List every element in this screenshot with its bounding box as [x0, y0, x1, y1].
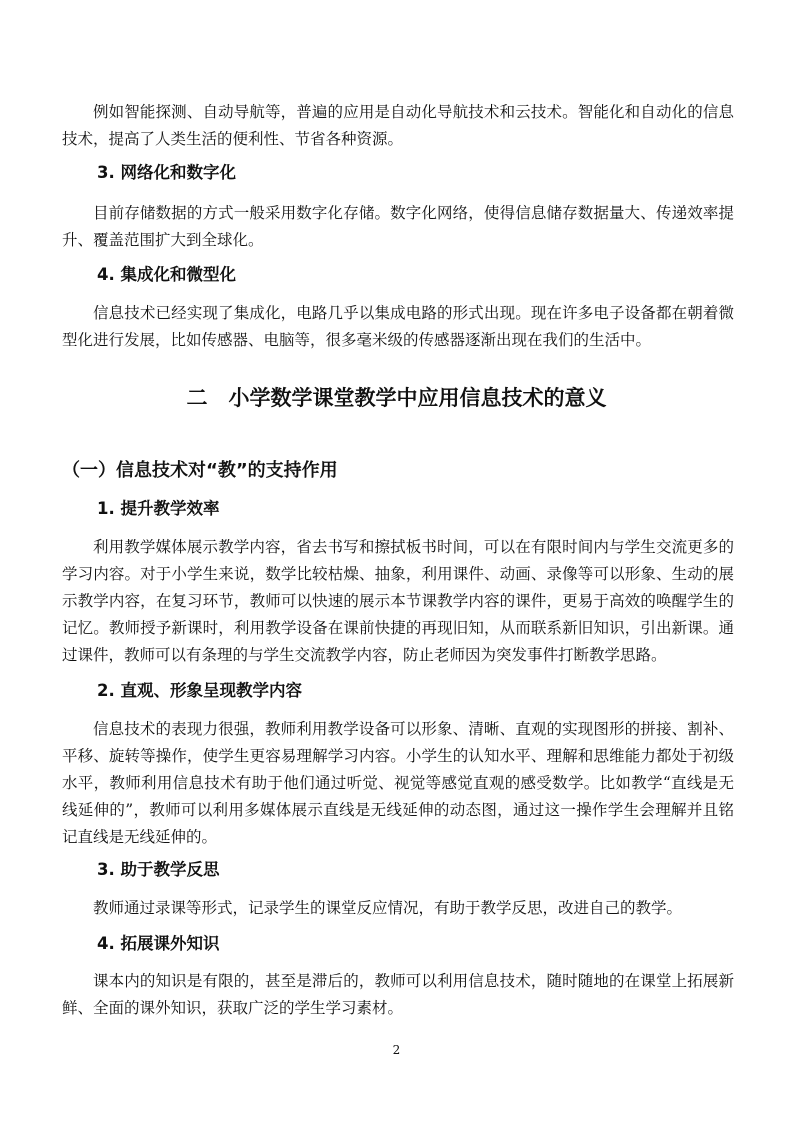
heading-integration-miniaturization: 4. 集成化和微型化	[97, 265, 236, 284]
paragraph-extracurricular-knowledge: 课本内的知识是有限的，甚至是滞后的，教师可以利用信息技术，随时随地的在课堂上拓展新鲜、全面的课外知识，获取广泛的学生学习素材。	[62, 972, 734, 1017]
heading-visual-presentation: 2. 直观、形象呈现教学内容	[97, 681, 302, 700]
subsection-title-teaching-support: （一）信息技术对“教”的支持作用	[62, 460, 338, 481]
heading-improve-efficiency: 1. 提升教学效率	[97, 499, 220, 518]
paragraph-digital-storage: 目前存储数据的方式一般采用数字化存储。数字化网络，使得信息储存数据量大、传递效率提升、覆盖范围扩大到全球化。	[62, 204, 734, 249]
paragraph-teaching-reflection: 教师通过录课等形式，记录学生的课堂反应情况，有助于教学反思，改进自己的教学。	[93, 899, 683, 917]
section-title-significance: 二 小学数学课堂教学中应用信息技术的意义	[186, 386, 607, 410]
heading-teaching-reflection: 3. 助于教学反思	[97, 860, 220, 879]
heading-networking-digitization: 3. 网络化和数字化	[97, 163, 236, 182]
paragraph-visual-presentation: 信息技术的表现力很强，教师利用教学设备可以形象、清晰、直观的实现图形的拼接、割补、平移、旋转等操作，使学生更容易理解学习内容。小学生的认知水平、理解和思维能力都处于初级水平，教师利用信息技术有助于他们通过听觉、视觉等感觉直观的感受数学。比如教学“直线是无线延伸的”，教师可以利用多媒体展示直线是无线延伸的动态图，通过这一操作学生会理解并且铭记直线是无线延伸的。	[62, 720, 734, 846]
paragraph-teaching-efficiency: 利用教学媒体展示教学内容，省去书写和擦拭板书时间，可以在有限时间内与学生交流更多的学习内容。对于小学生来说，数学比较枯燥、抽象，利用课件、动画、录像等可以形象、生动的展示教学内容，在复习环节，教师可以快速的展示本节课教学内容的课件，更易于高效的唤醒学生的记忆。教师授予新课时，利用教学设备在课前快捷的再现旧知，从而联系新旧知识，引出新课。通过课件，教师可以有条理的与学生交流教学内容，防止老师因为突发事件打断教学思路。	[62, 538, 734, 664]
paragraph-intelligent-navigation: 例如智能探测、自动导航等，普遍的应用是自动化导航技术和云技术。智能化和自动化的信息技术，提高了人类生活的便利性、节省各种资源。	[62, 103, 734, 148]
paragraph-integrated-circuits: 信息技术已经实现了集成化，电路几乎以集成电路的形式出现。现在许多电子设备都在朝着微型化进行发展，比如传感器、电脑等，很多毫米级的传感器逐渐出现在我们的生活中。	[62, 304, 734, 349]
heading-extend-knowledge: 4. 拓展课外知识	[97, 934, 220, 953]
page-number: 2	[392, 1043, 401, 1057]
